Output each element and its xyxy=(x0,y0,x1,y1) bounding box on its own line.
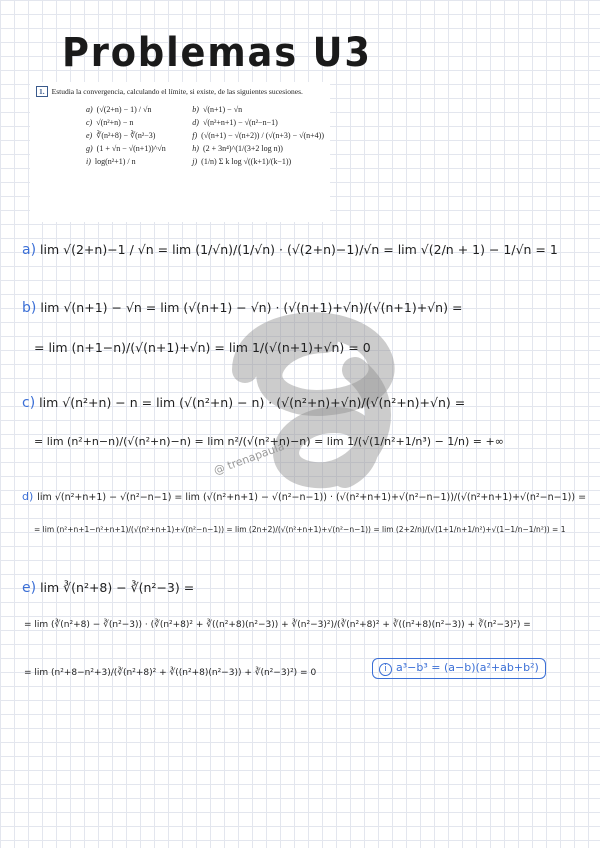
exercise-item-label: i) xyxy=(86,157,91,166)
solution-b-line2: = lim (n+1−n)/(√(n+1)+√n) = lim 1/(√(n+1)+√n) = 0 xyxy=(34,340,371,355)
solution-c xyxy=(22,395,465,411)
exercise-number: 1. xyxy=(36,86,48,97)
exercise-item xyxy=(192,157,324,166)
exercise-item-expression: √(n²+n+1) − √(n²−n−1) xyxy=(202,118,278,127)
exercise-item-label: f) xyxy=(192,131,198,140)
solution-e xyxy=(22,580,194,596)
note-text: a³−b³ = (a−b)(a²+ab+b²) xyxy=(396,661,539,674)
exercise-item xyxy=(86,131,182,140)
solution-label: a) xyxy=(22,242,37,258)
exercise-item xyxy=(192,105,324,114)
exercise-item-label: e) xyxy=(86,131,93,140)
solution-label: d) xyxy=(22,490,34,503)
exercise-item-expression: ∛(n²+8) − ∛(n²−3) xyxy=(96,131,156,140)
solution-d-line2: = lim (n²+n+1−n²+n+1)/(√(n²+n+1)+√(n²−n−1)) = lim (2n+2)/(√(n²+n+1)+√(n²−n−1)) = lim (2+2/n)/(√(1+1/n+1/n²)+√(1−1/n−1/n²)) = 1 xyxy=(34,525,566,534)
exercise-item-label: d) xyxy=(192,118,199,127)
exercise-item xyxy=(192,118,324,127)
exercise-item-label: j) xyxy=(192,157,198,166)
exercise-item xyxy=(192,131,324,140)
exercise-item-expression: (1/n) Σ k log √((k+1)/(k−1)) xyxy=(201,157,292,166)
solution-e-line3: = lim (n²+8−n²+3)/(∛(n²+8)² + ∛((n²+8)(n²−3)) + ∛(n²−3)²) = 0 xyxy=(24,668,317,678)
exercise-item-expression: √(n+1) − √n xyxy=(202,105,243,114)
solution-label: c) xyxy=(22,395,36,411)
solution-d xyxy=(22,490,586,503)
solution-c-line2: = lim (n²+n−n)/(√(n²+n)−n) = lim n²/(√(n²+n)−n) = lim 1/(√(1/n²+1/n³) − 1/n) = +∞ xyxy=(34,435,504,448)
exercise-item-expression: log(n²+1) / n xyxy=(94,157,136,166)
watermark-text: @ trenapaula xyxy=(212,439,287,478)
solution-line: lim √(n²+n+1) − √(n²−n−1) = lim (√(n²+n+1) − √(n²−n−1)) · (√(n²+n+1)+√(n²−n−1))/(√(n²+n+1)+√(n²−n−1)) = xyxy=(37,492,587,503)
exercise-item-expression: (√(n+1) − √(n+2)) / (√(n+3) − √(n+4)) xyxy=(201,131,324,140)
info-icon: i xyxy=(379,663,392,676)
solution-a xyxy=(22,242,558,258)
exercise-item xyxy=(192,144,324,153)
solution-label: b) xyxy=(22,300,37,316)
solution-line: lim ∛(n²+8) − ∛(n²−3) = xyxy=(40,580,195,595)
exercise-item-label: b) xyxy=(192,105,199,114)
solution-b xyxy=(22,300,462,316)
exercise-item-expression: (2 + 3n⁴)^(1/(3+2 log n)) xyxy=(202,144,283,153)
exercise-statement xyxy=(30,82,330,222)
exercise-item-label: c) xyxy=(86,118,93,127)
exercise-item-expression: (√(2+n) − 1) / √n xyxy=(96,105,152,114)
exercise-item-label: h) xyxy=(192,144,199,153)
solution-line: lim √(2+n)−1 / √n = lim (1/√n)/(1/√n) · (√(2+n)−1)/√n = lim √(2/n + 1) − 1/√n = 1 xyxy=(40,242,558,257)
solution-e-line2: = lim (∛(n²+8) − ∛(n²−3)) · (∛(n²+8)² + ∛((n²+8)(n²−3)) + ∛(n²−3)²)/(∛(n²+8)² + ∛((n²+8)(n²−3)) + ∛(n²−3)²) = xyxy=(24,620,531,630)
exercise-item-label: a) xyxy=(86,105,93,114)
solution-line: lim √(n²+n) − n = lim (√(n²+n) − n) · (√(n²+n)+√n)/(√(n²+n)+√n) = xyxy=(39,395,466,410)
exercise-intro: Estudia la convergencia, calculando el límite, si existe, de las siguientes sucesiones. xyxy=(51,87,303,96)
exercise-item-label: g) xyxy=(86,144,93,153)
exercise-item-expression: √(n²+n) − n xyxy=(96,118,134,127)
exercise-item xyxy=(86,118,182,127)
page-title: Problemas U3 xyxy=(62,30,372,76)
exercise-items xyxy=(36,105,324,166)
exercise-item xyxy=(86,157,182,166)
exercise-item xyxy=(86,144,182,153)
solution-label: e) xyxy=(22,580,37,596)
exercise-item-expression: (1 + √n − √(n+1))^√n xyxy=(96,144,166,153)
exercise-item xyxy=(86,105,182,114)
info-note xyxy=(372,658,546,679)
solution-line: lim √(n+1) − √n = lim (√(n+1) − √n) · (√(n+1)+√n)/(√(n+1)+√n) = xyxy=(40,300,463,315)
